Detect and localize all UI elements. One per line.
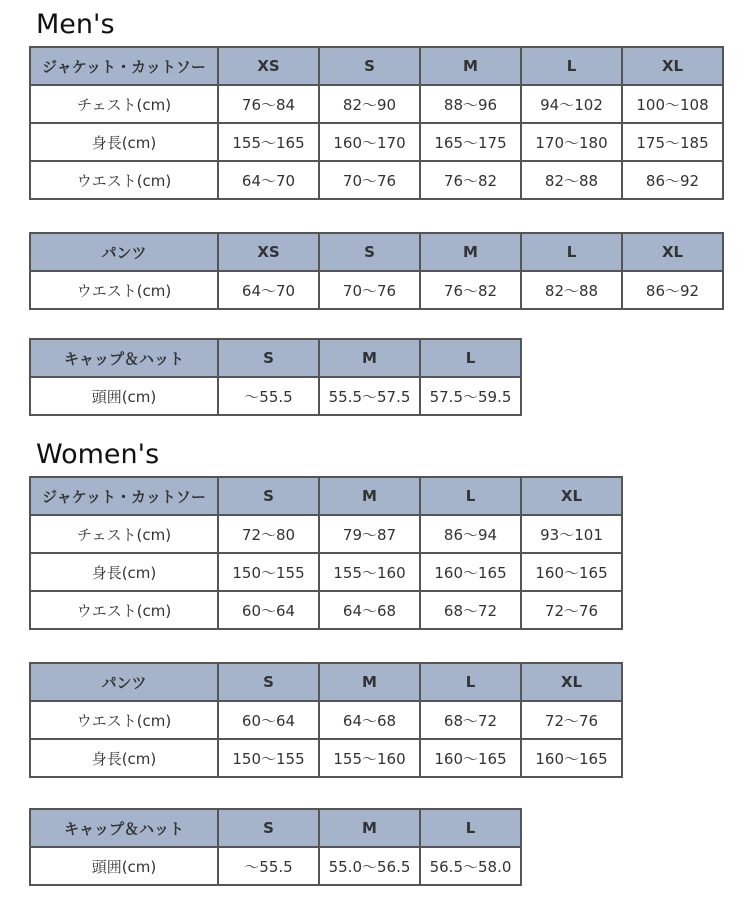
size-value: 72～80 <box>218 515 319 553</box>
size-header: L <box>420 809 521 847</box>
size-header: S <box>319 47 420 85</box>
measurement-label: 頭囲(cm) <box>30 847 218 885</box>
size-header: XL <box>521 477 622 515</box>
size-value: 88～96 <box>420 85 521 123</box>
size-value: ～55.5 <box>218 847 319 885</box>
size-value: 68～72 <box>420 701 521 739</box>
size-value: 79～87 <box>319 515 420 553</box>
size-header: M <box>319 663 420 701</box>
size-value: 64～68 <box>319 591 420 629</box>
size-value: 155～160 <box>319 553 420 591</box>
category-header: パンツ <box>30 663 218 701</box>
womens-title: Women's <box>36 439 160 470</box>
womens-pants-table <box>29 662 623 778</box>
header-row <box>30 339 521 377</box>
size-value: 175～185 <box>622 123 723 161</box>
size-value: ～55.5 <box>218 377 319 415</box>
size-value: 160～165 <box>521 553 622 591</box>
measurement-label: チェスト(cm) <box>30 515 218 553</box>
header-row <box>30 663 622 701</box>
size-header: L <box>521 47 622 85</box>
size-value: 82～88 <box>521 161 622 199</box>
size-header: L <box>420 663 521 701</box>
size-value: 56.5～58.0 <box>420 847 521 885</box>
table-row <box>30 591 622 629</box>
size-header: XS <box>218 47 319 85</box>
header-row <box>30 477 622 515</box>
measurement-label: 頭囲(cm) <box>30 377 218 415</box>
size-header: M <box>420 47 521 85</box>
size-header: M <box>420 233 521 271</box>
mens-title: Men's <box>36 9 115 40</box>
size-value: 70～76 <box>319 271 420 309</box>
measurement-label: 身長(cm) <box>30 123 218 161</box>
measurement-label: ウエスト(cm) <box>30 161 218 199</box>
size-header: XL <box>622 233 723 271</box>
size-header: S <box>319 233 420 271</box>
size-value: 72～76 <box>521 591 622 629</box>
size-value: 86～92 <box>622 271 723 309</box>
size-header: S <box>218 663 319 701</box>
size-value: 76～82 <box>420 161 521 199</box>
size-header: M <box>319 477 420 515</box>
size-value: 155～165 <box>218 123 319 161</box>
table-row <box>30 847 521 885</box>
size-value: 82～90 <box>319 85 420 123</box>
size-header: M <box>319 809 420 847</box>
size-value: 86～92 <box>622 161 723 199</box>
size-value: 76～84 <box>218 85 319 123</box>
table-row <box>30 123 723 161</box>
size-header: XS <box>218 233 319 271</box>
size-value: 86～94 <box>420 515 521 553</box>
category-header: パンツ <box>30 233 218 271</box>
mens-tops-table <box>29 46 724 200</box>
size-header: XL <box>622 47 723 85</box>
measurement-label: チェスト(cm) <box>30 85 218 123</box>
size-value: 60～64 <box>218 701 319 739</box>
size-value: 150～155 <box>218 739 319 777</box>
size-value: 64～70 <box>218 161 319 199</box>
size-header: S <box>218 339 319 377</box>
size-value: 100～108 <box>622 85 723 123</box>
size-value: 55.0～56.5 <box>319 847 420 885</box>
size-value: 155～160 <box>319 739 420 777</box>
size-value: 93～101 <box>521 515 622 553</box>
size-value: 160～165 <box>420 553 521 591</box>
category-header: キャップ＆ハット <box>30 809 218 847</box>
size-value: 160～165 <box>420 739 521 777</box>
size-value: 165～175 <box>420 123 521 161</box>
measurement-label: ウエスト(cm) <box>30 701 218 739</box>
size-header: L <box>420 339 521 377</box>
measurement-label: 身長(cm) <box>30 553 218 591</box>
table-row <box>30 701 622 739</box>
size-value: 57.5～59.5 <box>420 377 521 415</box>
size-header: M <box>319 339 420 377</box>
size-header: S <box>218 477 319 515</box>
size-value: 160～165 <box>521 739 622 777</box>
size-value: 70～76 <box>319 161 420 199</box>
header-row <box>30 809 521 847</box>
table-row <box>30 161 723 199</box>
table-row <box>30 85 723 123</box>
mens-pants-table <box>29 232 724 310</box>
category-header: キャップ＆ハット <box>30 339 218 377</box>
measurement-label: ウエスト(cm) <box>30 271 218 309</box>
measurement-label: 身長(cm) <box>30 739 218 777</box>
table-row <box>30 553 622 591</box>
size-value: 55.5～57.5 <box>319 377 420 415</box>
size-value: 150～155 <box>218 553 319 591</box>
size-value: 82～88 <box>521 271 622 309</box>
table-row <box>30 271 723 309</box>
size-value: 60～64 <box>218 591 319 629</box>
size-value: 72～76 <box>521 701 622 739</box>
womens-tops-table <box>29 476 623 630</box>
size-value: 64～70 <box>218 271 319 309</box>
measurement-label: ウエスト(cm) <box>30 591 218 629</box>
womens-caps-table <box>29 808 522 886</box>
table-row <box>30 377 521 415</box>
size-value: 170～180 <box>521 123 622 161</box>
size-header: XL <box>521 663 622 701</box>
size-value: 160～170 <box>319 123 420 161</box>
size-value: 76～82 <box>420 271 521 309</box>
category-header: ジャケット・カットソー <box>30 47 218 85</box>
category-header: ジャケット・カットソー <box>30 477 218 515</box>
size-value: 94～102 <box>521 85 622 123</box>
mens-caps-table <box>29 338 522 416</box>
header-row <box>30 233 723 271</box>
size-header: S <box>218 809 319 847</box>
size-header: L <box>420 477 521 515</box>
size-value: 68～72 <box>420 591 521 629</box>
size-value: 64～68 <box>319 701 420 739</box>
table-row <box>30 739 622 777</box>
table-row <box>30 515 622 553</box>
size-header: L <box>521 233 622 271</box>
header-row <box>30 47 723 85</box>
